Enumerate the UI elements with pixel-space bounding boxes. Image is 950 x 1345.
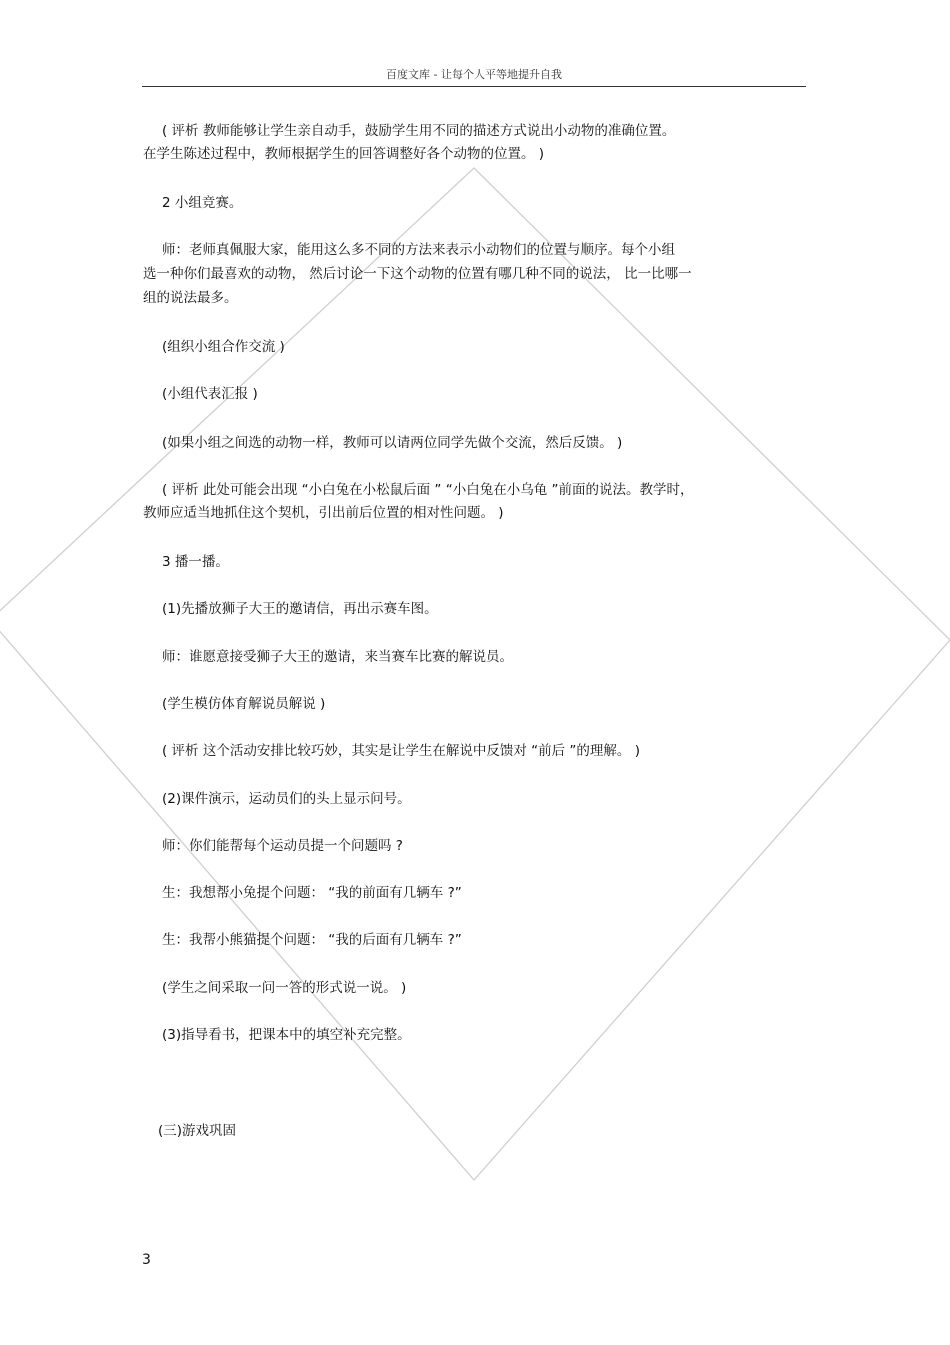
paragraph-line: (1)先播放狮子大王的邀请信，再出示赛车图。 bbox=[162, 601, 438, 617]
paragraph-line: ( 评析 此处可能会出现 “小白兔在小松鼠后面 ” “小白兔在小乌龟 ”前面的说法。教学时， bbox=[162, 482, 694, 498]
section-heading: 2 小组竞赛。 bbox=[162, 195, 243, 211]
paragraph-line: (3)指导看书，把课本中的填空补充完整。 bbox=[162, 1027, 411, 1043]
paragraph-line: 生：我想帮小兔提个问题： “我的前面有几辆车 ?” bbox=[162, 885, 462, 901]
paragraph-line: ( 评析 这个活动安排比较巧妙，其实是让学生在解说中反馈对 “前后 ”的理解。 ) bbox=[162, 743, 640, 759]
page-header: 百度文库 - 让每个人平等地提升自我 bbox=[386, 68, 562, 81]
paragraph-line: (如果小组之间选的动物一样，教师可以请两位同学先做个交流，然后反馈。 ) bbox=[162, 435, 623, 451]
paragraph-line: 在学生陈述过程中，教师根据学生的回答调整好各个动物的位置。 ) bbox=[143, 146, 545, 162]
paragraph-line: 生：我帮小熊猫提个问题： “我的后面有几辆车 ?” bbox=[162, 932, 462, 948]
header-divider bbox=[142, 86, 806, 87]
page-number: 3 bbox=[142, 1252, 151, 1268]
paragraph-line: (组织小组合作交流 ) bbox=[162, 339, 285, 355]
paragraph-line: 选一种你们最喜欢的动物， 然后讨论一下这个动物的位置有哪几种不同的说法， 比一比哪一 bbox=[143, 266, 692, 282]
section-heading: 3 播一播。 bbox=[162, 554, 229, 570]
paragraph-line: 师：你们能帮每个运动员提一个问题吗 ? bbox=[162, 838, 403, 854]
paragraph-line: 师：谁愿意接受狮子大王的邀请，来当赛车比赛的解说员。 bbox=[162, 649, 513, 665]
paragraph-line: (学生之间采取一问一答的形式说一说。 ) bbox=[162, 980, 407, 996]
paragraph-line: 教师应适当地抓住这个契机，引出前后位置的相对性问题。 ) bbox=[143, 505, 504, 521]
paragraph-line: (学生模仿体育解说员解说 ) bbox=[162, 696, 326, 712]
section-heading: (三)游戏巩固 bbox=[158, 1123, 237, 1139]
paragraph-line: 师：老师真佩服大家，能用这么多不同的方法来表示小动物们的位置与顺序。每个小组 bbox=[162, 242, 675, 258]
paragraph-line: 组的说法最多。 bbox=[143, 290, 238, 306]
paragraph-line: (2)课件演示，运动员们的头上显示问号。 bbox=[162, 791, 411, 807]
paragraph-line: ( 评析 教师能够让学生亲自动手，鼓励学生用不同的描述方式说出小动物的准确位置。 bbox=[162, 123, 676, 139]
paragraph-line: (小组代表汇报 ) bbox=[162, 386, 258, 402]
